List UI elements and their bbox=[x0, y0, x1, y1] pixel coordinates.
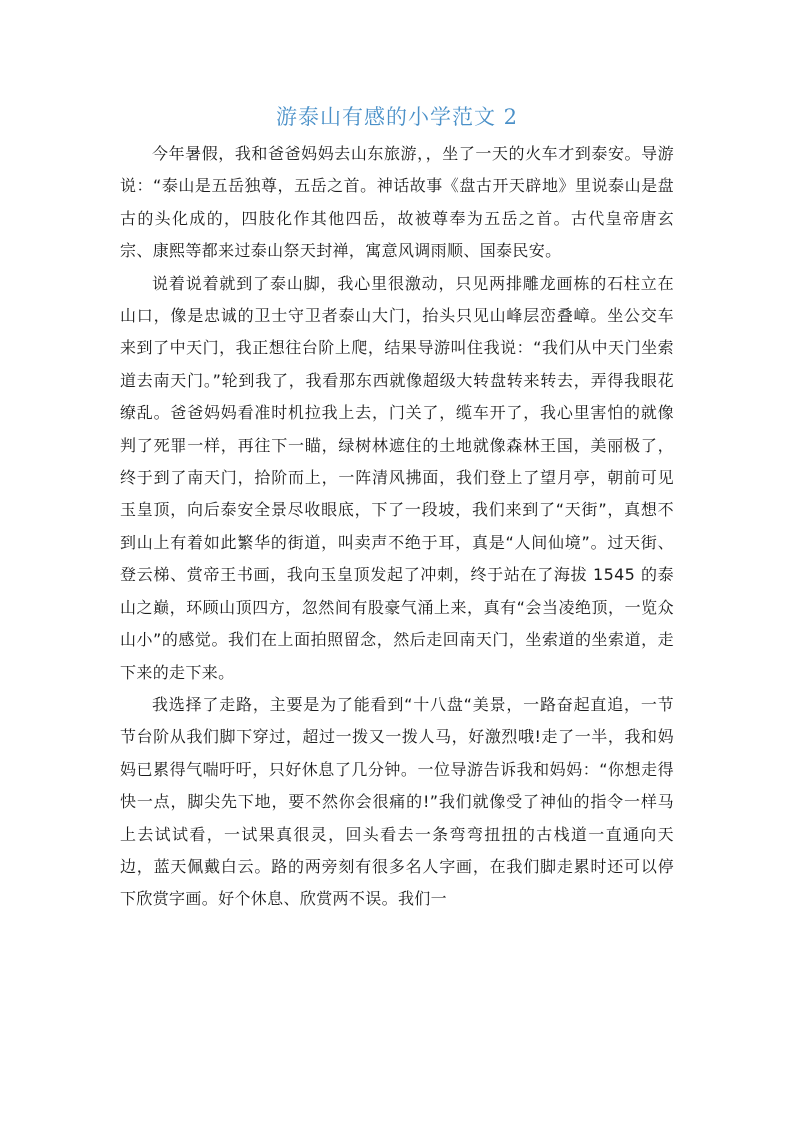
paragraph-1: 今年暑假，我和爸爸妈妈去山东旅游，，坐了一天的火车才到泰安。导游说：“泰山是五岳独尊，五岳之首。神话故事《盘古开天辟地》里说泰山是盘古的头化成的，四肢化作其他四岳，故被尊奉为五岳之首。古代皇帝唐玄宗、康熙等都来过泰山祭天封禅，寓意风调雨顺、国泰民安。 bbox=[120, 144, 674, 261]
paragraph-2: 说着说着就到了泰山脚，我心里很激动，只见两排雕龙画栋的石柱立在山口，像是忠诚的卫士守卫者泰山大门，抬头只见山峰层峦叠嶂。坐公交车来到了中天门，我正想往台阶上爬，结果导游叫住我说：“我们从中天门坐索道去南天门。”轮到我了，我看那东西就像超级大转盘转来转去，弄得我眼花缭乱。爸爸妈妈看准时机拉我上去，门关了，缆车开了，我心里害怕的就像判了死罪一样，再往下一瞄，绿树林遮住的土地就像森林王国，美丽极了，终于到了南天门，拾阶而上，一阵清风拂面，我们登上了望月亭，朝前可见玉皇顶，向后泰安全景尽收眼底，下了一段坡，我们来到了“天街”，真想不到山上有着如此繁华的街道，叫卖声不绝于耳，真是“人间仙境”。过天街、登云梯、赏帝王书画，我向玉皇顶发起了冲刺，终于站在了海拔 1545 的泰山之巅，环顾山顶四方，忽然间有股豪气涌上来，真有“会当凌绝顶，一览众山小”的感觉。我们在上面拍照留念，然后走回南天门，坐索道的坐索道，走下来的走下来。 bbox=[120, 273, 674, 682]
paragraph-3: 我选择了走路，主要是为了能看到“十八盘“美景，一路奋起直追，一节节台阶从我们脚下穿过，超过一拨又一拨人马，好激烈哦!走了一半，我和妈妈已累得气喘吁吁，只好休息了几分钟。一位导游告诉我和妈妈：“你想走得快一点，脚尖先下地，要不然你会很痛的!”我们就像受了神仙的指令一样马上去试试看，一试果真很灵，回头看去一条弯弯扭扭的古栈道一直通向天边，蓝天佩戴白云。路的两旁刻有很多名人字画，在我们脚走累时还可以停下欣赏字画。好个休息、欣赏两不误。我们一 bbox=[120, 694, 674, 909]
document-page bbox=[120, 96, 674, 916]
document-title: 游泰山有感的小学范文 2 bbox=[275, 105, 519, 129]
